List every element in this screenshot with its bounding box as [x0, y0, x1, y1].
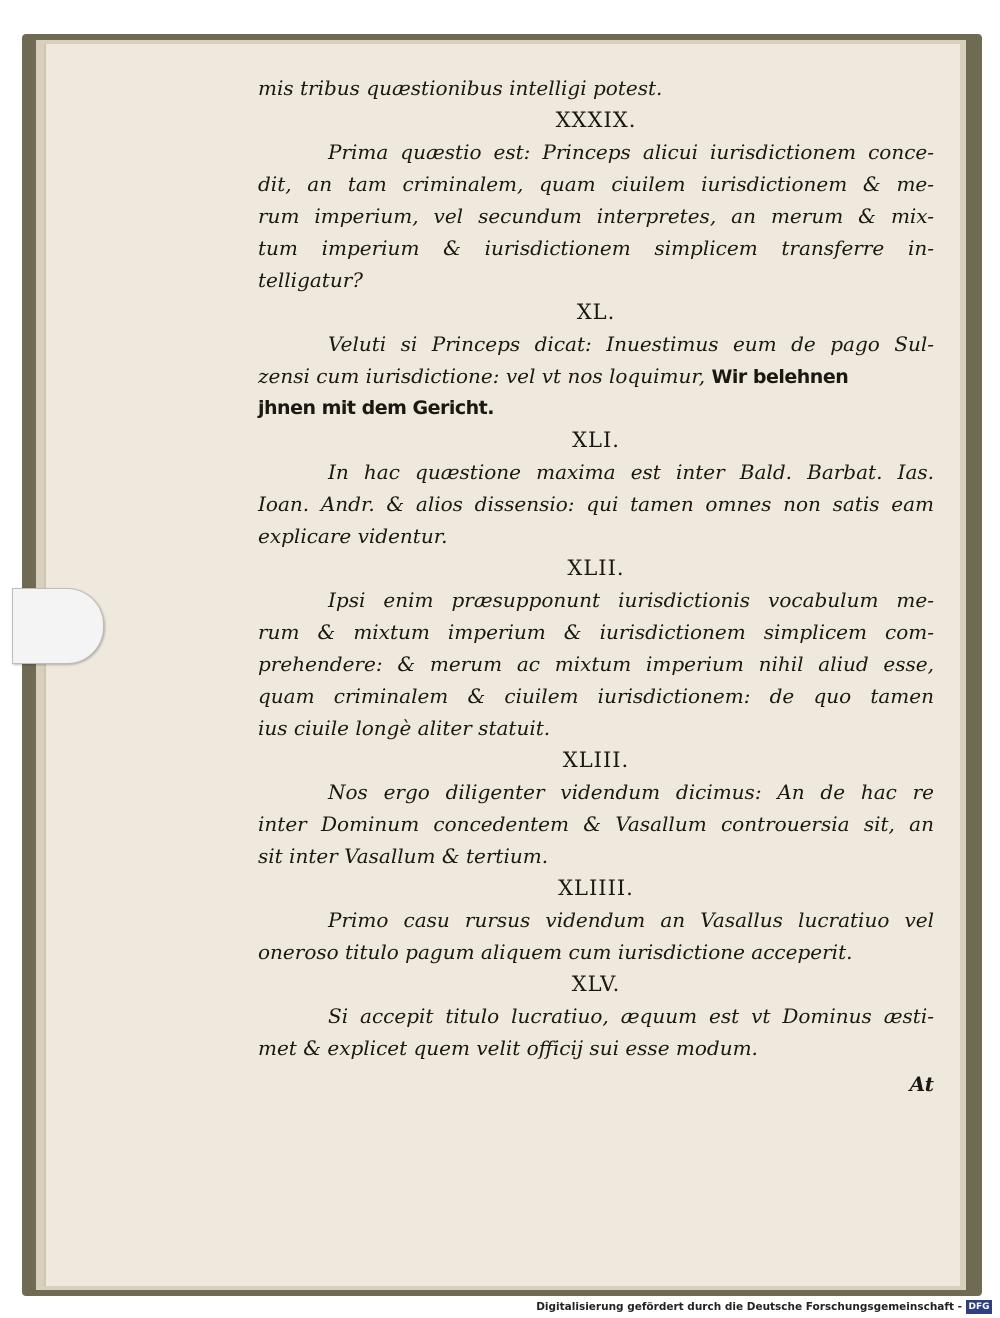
text-line: Prima quæstio est: Princeps alicui iurisdictionem conce- [328, 140, 934, 164]
text-line: mis tribus quæstionibus intelligi potest. [258, 76, 663, 100]
footer-credit-text: Digitalisierung gefördert durch die Deutsche Forschungsgemeinschaft - [536, 1301, 962, 1313]
digitization-footer [0, 1298, 1000, 1318]
text-line: rum imperium, vel secundum interpretes, an merum & mix- [258, 204, 934, 228]
section-heading: XLIII. [562, 748, 630, 772]
text-line: prehendere: & merum ac mixtum imperium nihil aliud esse, [258, 652, 934, 676]
text-line: Ipsi enim præsupponunt iurisdictionis vocabulum me- [328, 588, 934, 612]
text-line: sit inter Vasallum & tertium. [258, 844, 549, 868]
page-clip [12, 588, 104, 664]
dfg-logo: DFG [966, 1300, 992, 1314]
text-line: explicare videntur. [258, 524, 448, 548]
text-line: Nos ergo diligenter videndum dicimus: An de hac re [328, 780, 934, 804]
text-line: oneroso titulo pagum aliquem cum iurisdictione acceperit. [258, 940, 853, 964]
text-line: met & explicet quem velit officij sui esse modum. [258, 1036, 758, 1060]
catchword: At [909, 1072, 934, 1096]
blackletter-line: jhnen mit dem Gericht. [258, 397, 494, 419]
text-line [258, 360, 934, 392]
text-line: dit, an tam criminalem, quam ciuilem iurisdictionem & me- [258, 172, 934, 196]
text-line: rum & mixtum imperium & iurisdictionem simplicem com- [258, 620, 934, 644]
section-heading: XLI. [572, 428, 620, 452]
text-line: telligatur? [258, 268, 363, 292]
text-line: ius ciuile longè aliter statuit. [258, 716, 551, 740]
text-line: Primo casu rursus videndum an Vasallus lucratiuo vel [328, 908, 934, 932]
text-line: Ioan. Andr. & alios dissensio: qui tamen omnes non satis eam [258, 492, 934, 516]
section-heading: XXXIX. [555, 108, 637, 132]
text-line: Veluti si Princeps dicat: Inuestimus eum de pago Sul- [328, 332, 934, 356]
text-line: quam criminalem & ciuilem iurisdictionem: de quo tamen [258, 684, 934, 708]
text-line: In hac quæstione maxima est inter Bald. Barbat. Ias. [328, 460, 934, 484]
text-line: Si accepit titulo lucratiuo, æquum est vt Dominus æsti- [328, 1004, 934, 1028]
section-heading: XLII. [567, 556, 625, 580]
text-line: inter Dominum concedentem & Vasallum controuersia sit, an [258, 812, 934, 836]
text-line: tum imperium & iurisdictionem simplicem transferre in- [258, 236, 934, 260]
section-heading: XL. [576, 300, 616, 324]
section-heading: XLIIII. [558, 876, 634, 900]
text-span: zensi cum iurisdictione: vel vt nos loquimur, [258, 364, 706, 388]
blackletter-span: Wir belehnen [711, 366, 849, 388]
section-heading: XLV. [571, 972, 621, 996]
page-text [258, 72, 934, 1096]
